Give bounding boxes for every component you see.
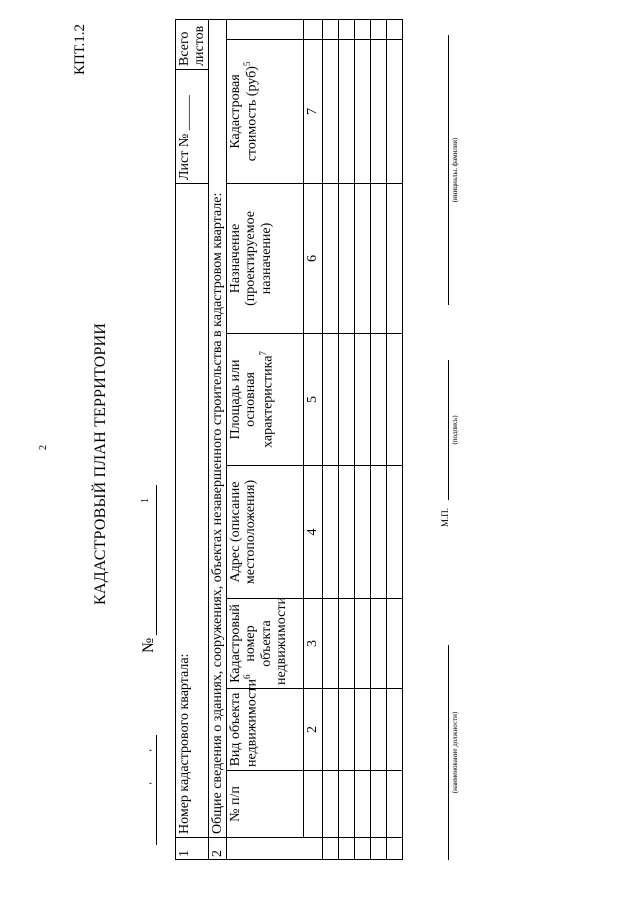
header-cell-spacer [227,19,304,39]
header-cell: Адрес (описание местоположения) [227,466,304,599]
header-cell: Вид объекта недвижимости$^6$ [227,689,304,771]
index-cell [304,838,323,860]
column-headers [227,19,304,859]
index-cell: 3 [304,599,323,689]
stamp-label: М.П. [440,507,450,527]
form-code: КПТ.1.2 [72,24,88,75]
signature-caption: (подпись) [451,415,459,445]
table-row [371,19,387,859]
underline-tick: ‘ [148,781,159,785]
row-general-info [209,19,227,859]
index-cell [304,771,323,838]
doc-number-footnote: 1 [140,498,151,503]
index-cell: 6 [304,183,323,333]
sheet-label: Лист № [177,133,192,180]
table-row [323,19,339,859]
header-cell-spacer [227,838,304,860]
table-row [387,19,403,859]
general-info-heading: Общие сведения о зданиях, сооружениях, объектах незавершенного строительства в кадастровом квартале: [209,19,227,837]
sheet-number-cell [176,69,209,183]
index-cell: 4 [304,466,323,599]
position-caption: (наименование должности) [451,711,459,794]
table-row [339,19,355,859]
index-cell: 7 [304,39,323,183]
page-title: КАДАСТРОВЫЙ ПЛАН ТЕРРИТОРИИ [92,322,109,605]
signature-line [448,360,449,500]
name-caption: (инициалы, фамилия) [451,137,459,203]
index-cell [304,19,323,39]
underline-tick: ‘ [148,748,159,752]
sheet-blank: _____ [177,95,192,131]
cadastral-table [175,19,403,860]
doc-number-label: № [140,637,157,653]
kvartal-label: Номер кадастрового квартала: [176,183,209,837]
header-cell: № п/п [227,771,304,838]
index-cell: 5 [304,334,323,466]
header-cell: Площадь или основная характеристика$^7$ [227,334,304,466]
page-number: 2 [38,445,49,450]
table-row [355,19,371,859]
column-index-row [304,19,323,859]
doc-number-underline [156,485,157,635]
row-number: 1 [176,838,209,860]
header-cell: Кадастровая стоимость (руб)$^5$ [227,39,304,183]
total-sheets-label: Всего листов [176,19,209,69]
row-number: 2 [209,838,227,860]
index-cell: 2 [304,689,323,771]
header-cell: Назначение (проектируемое назначение) [227,183,304,333]
row-kvartal [176,19,209,859]
position-line [448,645,449,860]
header-cell: Кадастровый номер объекта недвижимости [227,599,304,689]
name-line [448,35,449,305]
